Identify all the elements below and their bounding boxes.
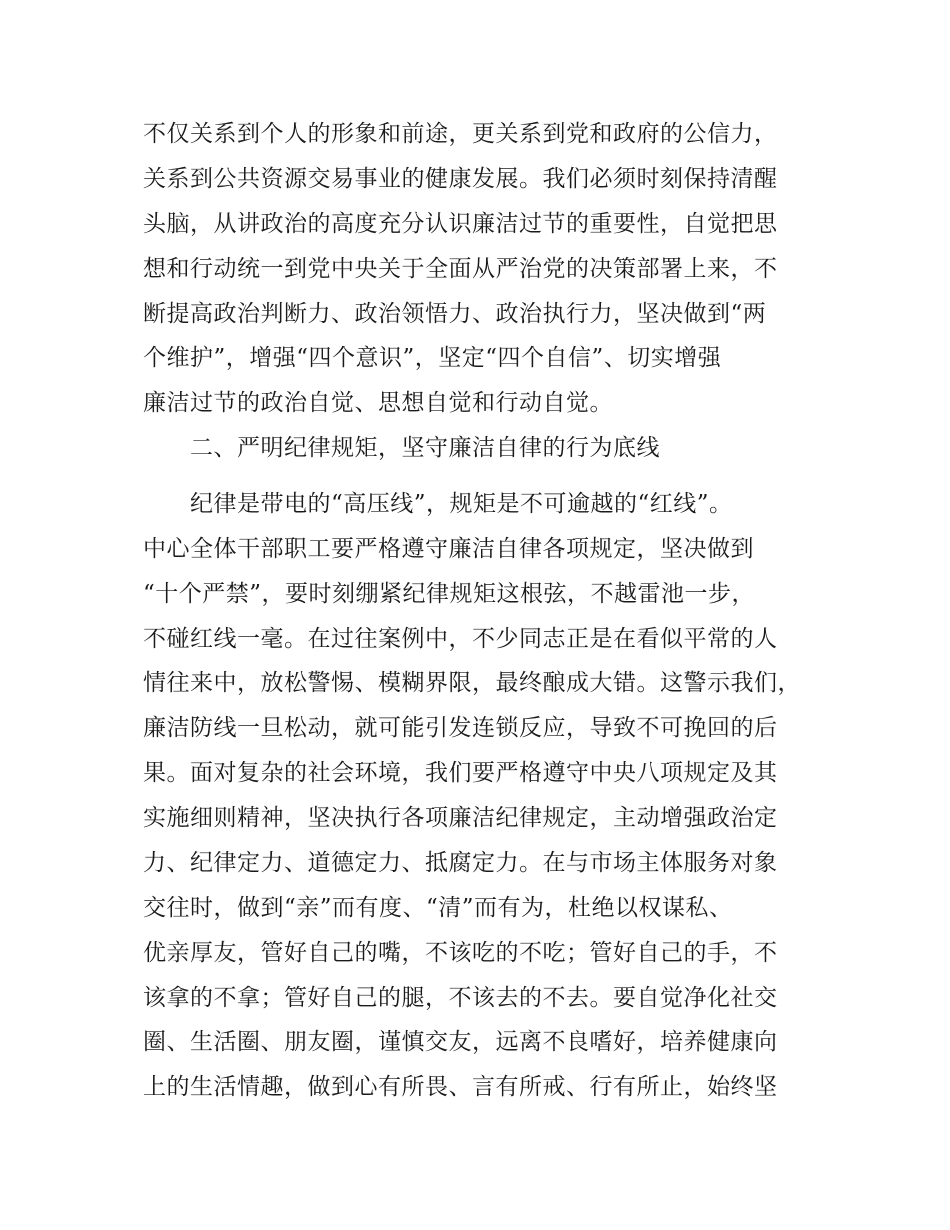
text-line: 力、纪律定力、道德定力、抵腐定力。在与市场主体服务对象 bbox=[143, 850, 778, 876]
text-line: 该拿的不拿；管好自己的腿，不该去的不去。要自觉净化社交 bbox=[143, 985, 778, 1011]
text-line: 上的生活情趣，做到心有所畏、言有所戒、行有所止，始终坚 bbox=[143, 1074, 778, 1100]
text-line: 中心全体干部职工要严格遵守廉洁自律各项规定，坚决做到 bbox=[143, 536, 754, 562]
text-line: 关系到公共资源交易事业的健康发展。我们必须时刻保持清醒 bbox=[143, 166, 778, 192]
text-line: 情往来中，放松警惕、模糊界限，最终酿成大错。这警示我们， bbox=[143, 670, 801, 696]
text-line: 不仅关系到个人的形象和前途，更关系到党和政府的公信力， bbox=[143, 121, 778, 147]
text-line: 头脑，从讲政治的高度充分认识廉洁过节的重要性，自觉把思 bbox=[143, 211, 778, 237]
text-line: 圈、生活圈、朋友圈，谨慎交友，远离不良嗜好，培养健康向 bbox=[143, 1029, 778, 1055]
text-line: 想和行动统一到党中央关于全面从严治党的决策部署上来，不 bbox=[143, 256, 778, 282]
text-line: “十个严禁”，要时刻绷紧纪律规矩这根弦，不越雷池一步， bbox=[143, 581, 756, 607]
text-line: 个维护”，增强“四个意识”，坚定“四个自信”、切实增强 bbox=[143, 345, 722, 371]
text-line: 实施细则精神，坚决执行各项廉洁纪律规定，主动增强政治定 bbox=[143, 805, 778, 831]
text-line: 廉洁过节的政治自觉、思想自觉和行动自觉。 bbox=[143, 390, 613, 416]
text-line: 交往时，做到“亲”而有度、“清”而有为，杜绝以权谋私、 bbox=[143, 895, 733, 921]
text-line: 纪律是带电的“高压线”，规矩是不可逾越的“红线”。 bbox=[190, 491, 733, 517]
text-line: 优亲厚友，管好自己的嘴，不该吃的不吃；管好自己的手，不 bbox=[143, 940, 778, 966]
text-line: 廉洁防线一旦松动，就可能引发连锁反应，导致不可挽回的后 bbox=[143, 715, 778, 741]
text-line: 断提高政治判断力、政治领悟力、政治执行力，坚决做到“两 bbox=[143, 301, 767, 327]
section-heading: 二、严明纪律规矩，坚守廉洁自律的行为底线 bbox=[190, 435, 660, 461]
text-line: 不碰红线一毫。在过往案例中，不少同志正是在看似平常的人 bbox=[143, 626, 778, 652]
text-line: 果。面对复杂的社会环境，我们要严格遵守中央八项规定及其 bbox=[143, 760, 778, 786]
